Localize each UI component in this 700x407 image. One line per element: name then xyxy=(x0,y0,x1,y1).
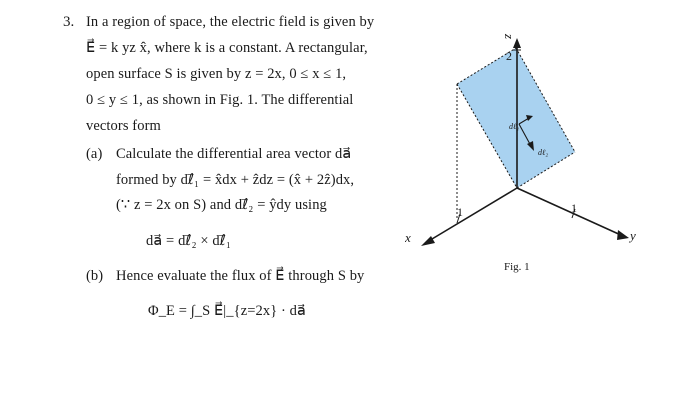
part-a-line-1: Calculate the differential area vector da⃗ xyxy=(116,146,352,162)
statement-line-3: open surface S is given by z = 2x, 0 ≤ x ≤ 1, xyxy=(86,66,347,82)
z-axis-arrow xyxy=(513,38,521,48)
statement-line-1: In a region of space, the electric field is given by xyxy=(86,14,375,30)
part-b-line-1: Hence evaluate the flux of E⃗ through S by xyxy=(116,268,365,284)
part-a-equation: da⃗ = dℓ⃗₂ × dℓ⃗₁ xyxy=(146,233,231,249)
problem-number: 3. xyxy=(63,14,75,30)
statement-line-2: E⃗ = k yz x̂, where k is a constant. A rectangular, xyxy=(86,40,368,56)
y-tick-label: 1 xyxy=(571,201,577,215)
x-tick-label: 1 xyxy=(457,205,463,219)
x-axis-label: x xyxy=(405,230,411,245)
y-axis xyxy=(517,188,623,236)
part-b-label: (b) xyxy=(86,268,104,284)
part-b-equation: Φ_E = ∫_S E⃗|_{z=2x} · da⃗ xyxy=(148,303,307,319)
figure-caption: Fig. 1 xyxy=(504,261,530,273)
part-a-line-2: formed by dℓ⃗₁ = x̂dx + ẑdz = (x̂ + 2ẑ)dx, xyxy=(116,172,355,188)
figure-1 xyxy=(405,20,655,260)
x-axis-arrow xyxy=(421,236,435,246)
part-a-label: (a) xyxy=(86,146,103,162)
z-axis-label: z xyxy=(502,34,517,40)
y-axis-label: y xyxy=(630,228,636,243)
z-tick-label: 2 xyxy=(506,49,512,63)
statement-line-5: vectors form xyxy=(86,118,161,134)
surface-s xyxy=(457,48,575,188)
part-b xyxy=(86,268,364,285)
part-a-line-3: (∵ z = 2x on S) and dℓ⃗₂ = ŷdy using xyxy=(116,197,327,213)
dl2-label: dℓ₂ xyxy=(538,148,549,157)
y-axis-arrow xyxy=(617,230,629,240)
dl1-label: dℓ₁ xyxy=(509,122,520,131)
x-axis xyxy=(427,188,517,242)
part-a xyxy=(86,146,351,163)
statement-line-4: 0 ≤ y ≤ 1, as shown in Fig. 1. The differential xyxy=(86,92,354,108)
